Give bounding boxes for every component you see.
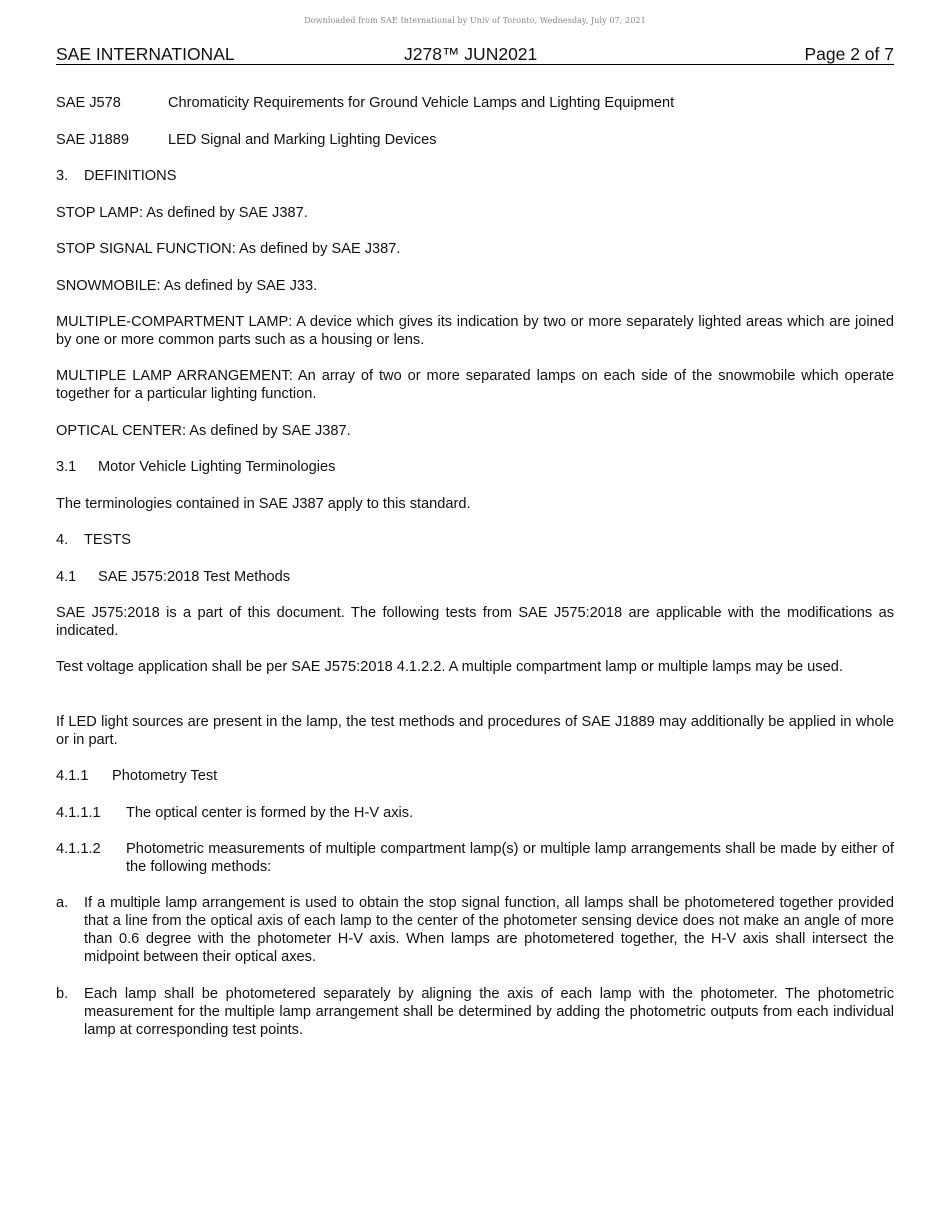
download-watermark: Downloaded from SAE International by Univ of Toronto, Wednesday, July 07, 2021 [304, 16, 646, 25]
section-heading [56, 531, 894, 549]
section-number: 4. [56, 532, 69, 548]
reference-title: LED Signal and Marking Lighting Devices [168, 132, 437, 148]
numbered-clause [56, 840, 894, 876]
header-page-number: Page 2 of 7 [804, 44, 894, 64]
section-heading [56, 167, 894, 185]
body-paragraph: SAE J575:2018 is a part of this document. The following tests from SAE J575:2018 are applicable with the modifications as indicated. [56, 605, 894, 639]
list-item-label: b. [56, 986, 69, 1002]
clause-text: The optical center is formed by the H-V axis. [126, 805, 414, 821]
section-title: TESTS [84, 532, 132, 548]
list-item [56, 985, 894, 1039]
list-item-text: Each lamp shall be photometered separately by aligning the axis of each lamp with the photometer. The photometric measurement for the multiple lamp arrangement shall be determined by adding the photometric outputs from each individual lamp at corresponding test points. [84, 986, 894, 1038]
header-org: SAE INTERNATIONAL [56, 44, 235, 64]
clause-number: 4.1.1.2 [56, 841, 101, 857]
reference-code: SAE J578 [56, 95, 121, 111]
reference-code: SAE J1889 [56, 132, 130, 148]
definition-paragraph: MULTIPLE LAMP ARRANGEMENT: An array of two or more separated lamps on each side of the snowmobile which operate together for a particular lighting function. [56, 368, 894, 402]
clause-text: Photometric measurements of multiple compartment lamp(s) or multiple lamp arrangements shall be made by either of the following methods: [126, 841, 894, 875]
subsection-heading [56, 767, 894, 785]
section-number: 3. [56, 168, 69, 184]
section-title: Motor Vehicle Lighting Terminologies [98, 459, 336, 475]
section-title: Photometry Test [112, 768, 218, 784]
body-paragraph: If LED light sources are present in the lamp, the test methods and procedures of SAE J1889 may additionally be applied in whole or in part. [56, 714, 894, 748]
section-number: 4.1 [56, 569, 77, 585]
subsection-heading [56, 568, 894, 586]
section-number: 3.1 [56, 459, 77, 475]
subsection-heading [56, 458, 894, 476]
reference-row [56, 94, 894, 112]
definition-paragraph: OPTICAL CENTER: As defined by SAE J387. [56, 423, 351, 439]
reference-title: Chromaticity Requirements for Ground Vehicle Lamps and Lighting Equipment [168, 95, 675, 111]
section-number: 4.1.1 [56, 768, 89, 784]
reference-row [56, 131, 894, 149]
definition-paragraph: SNOWMOBILE: As defined by SAE J33. [56, 278, 318, 294]
body-paragraph: The terminologies contained in SAE J387 apply to this standard. [56, 496, 471, 512]
section-title: DEFINITIONS [84, 168, 177, 184]
numbered-clause [56, 804, 894, 822]
section-title: SAE J575:2018 Test Methods [98, 569, 291, 585]
definition-paragraph: STOP LAMP: As defined by SAE J387. [56, 205, 308, 221]
body-paragraph: Test voltage application shall be per SAE J575:2018 4.1.2.2. A multiple compartment lamp or multiple lamps may be used. [56, 659, 843, 675]
header-doc-id: J278™ JUN2021 [404, 44, 538, 64]
page-header [56, 44, 894, 65]
list-item [56, 894, 894, 966]
list-item-text: If a multiple lamp arrangement is used to obtain the stop signal function, all lamps shall be photometered together provided that a line from the optical axis of each lamp to the center of the photometer sensing device does not make an angle of more than 0.6 degree with the photometer H-V axis. When lamps are photometered together, the H-V axis shall intersect the midpoint between their optical axes. [84, 895, 894, 965]
clause-number: 4.1.1.1 [56, 805, 101, 821]
list-item-label: a. [56, 895, 69, 911]
definition-paragraph: MULTIPLE-COMPARTMENT LAMP: A device which gives its indication by two or more separately lighted areas which are joined by one or more common parts such as a housing or lens. [56, 314, 894, 348]
definition-paragraph: STOP SIGNAL FUNCTION: As defined by SAE J387. [56, 241, 401, 257]
